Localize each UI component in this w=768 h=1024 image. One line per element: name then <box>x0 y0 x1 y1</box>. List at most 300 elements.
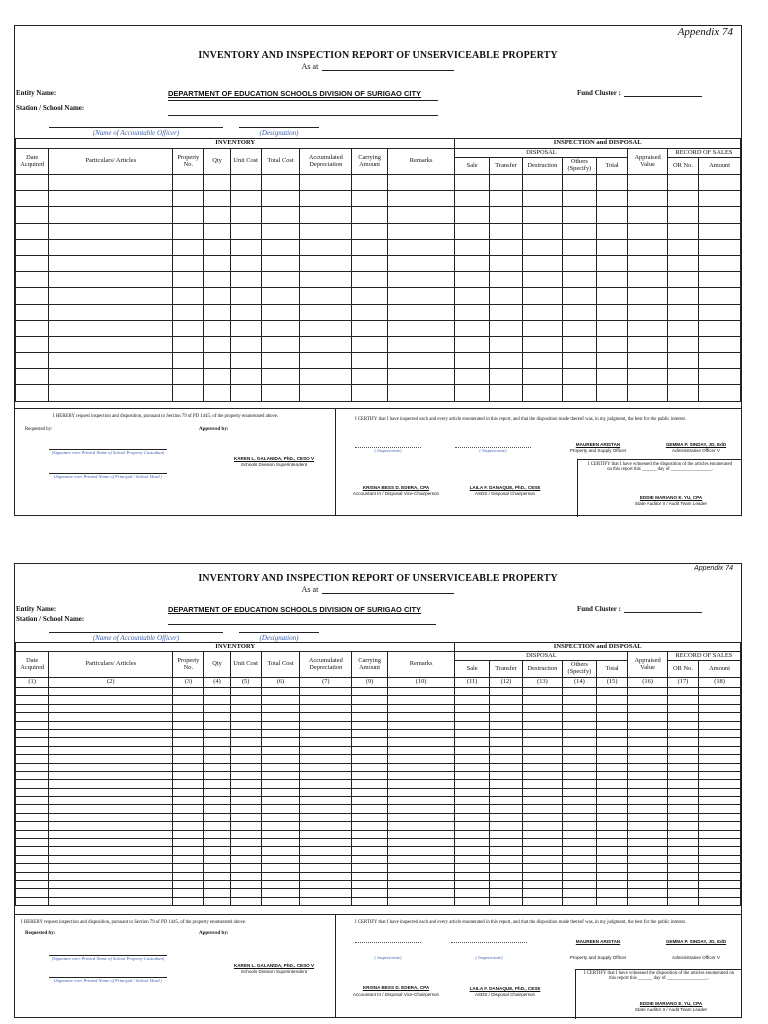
table-cell[interactable] <box>455 847 489 855</box>
table-cell[interactable] <box>523 797 563 805</box>
table-cell[interactable] <box>300 336 352 352</box>
table-cell[interactable] <box>523 239 563 255</box>
table-cell[interactable] <box>49 288 173 304</box>
table-cell[interactable] <box>667 207 698 223</box>
table-cell[interactable] <box>173 864 204 872</box>
table-cell[interactable] <box>173 320 204 336</box>
table-cell[interactable] <box>523 864 563 872</box>
table-cell[interactable] <box>455 272 489 288</box>
table-cell[interactable] <box>387 320 455 336</box>
table-cell[interactable] <box>387 822 455 830</box>
table-cell[interactable] <box>597 872 628 880</box>
table-cell[interactable] <box>173 223 204 239</box>
table-cell[interactable] <box>387 830 455 838</box>
accountable-officer-line[interactable] <box>49 127 223 128</box>
table-cell[interactable] <box>16 688 49 696</box>
table-cell[interactable] <box>489 889 522 897</box>
table-cell[interactable] <box>300 704 352 712</box>
table-cell[interactable] <box>455 191 489 207</box>
table-cell[interactable] <box>261 763 300 771</box>
table-cell[interactable] <box>562 797 596 805</box>
table-cell[interactable] <box>455 738 489 746</box>
table-cell[interactable] <box>300 822 352 830</box>
table-cell[interactable] <box>230 304 261 320</box>
table-cell[interactable] <box>699 797 741 805</box>
table-cell[interactable] <box>597 864 628 872</box>
table-cell[interactable] <box>597 272 628 288</box>
table-cell[interactable] <box>352 839 387 847</box>
table-cell[interactable] <box>489 780 522 788</box>
fund-cluster-line[interactable] <box>624 606 702 613</box>
table-cell[interactable] <box>16 369 49 385</box>
table-cell[interactable] <box>49 855 173 863</box>
table-cell[interactable] <box>261 191 300 207</box>
table-cell[interactable] <box>49 889 173 897</box>
table-cell[interactable] <box>387 304 455 320</box>
table-cell[interactable] <box>597 805 628 813</box>
table-cell[interactable] <box>173 738 204 746</box>
table-cell[interactable] <box>204 729 230 737</box>
table-cell[interactable] <box>387 255 455 271</box>
table-cell[interactable] <box>523 191 563 207</box>
table-cell[interactable] <box>667 729 698 737</box>
table-cell[interactable] <box>628 175 668 191</box>
table-cell[interactable] <box>667 855 698 863</box>
table-cell[interactable] <box>204 336 230 352</box>
table-cell[interactable] <box>628 897 668 905</box>
table-cell[interactable] <box>667 746 698 754</box>
table-cell[interactable] <box>455 830 489 838</box>
table-cell[interactable] <box>387 839 455 847</box>
table-cell[interactable] <box>352 369 387 385</box>
table-cell[interactable] <box>173 830 204 838</box>
table-cell[interactable] <box>300 288 352 304</box>
table-cell[interactable] <box>455 872 489 880</box>
table-cell[interactable] <box>562 813 596 821</box>
table-cell[interactable] <box>387 175 455 191</box>
table-cell[interactable] <box>204 721 230 729</box>
table-cell[interactable] <box>352 207 387 223</box>
table-cell[interactable] <box>300 320 352 336</box>
table-cell[interactable] <box>562 320 596 336</box>
table-cell[interactable] <box>455 239 489 255</box>
table-cell[interactable] <box>16 223 49 239</box>
table-cell[interactable] <box>49 771 173 779</box>
table-cell[interactable] <box>628 889 668 897</box>
table-cell[interactable] <box>455 797 489 805</box>
table-cell[interactable] <box>173 755 204 763</box>
table-cell[interactable] <box>261 175 300 191</box>
table-cell[interactable] <box>455 255 489 271</box>
table-cell[interactable] <box>173 288 204 304</box>
table-cell[interactable] <box>489 897 522 905</box>
table-cell[interactable] <box>300 830 352 838</box>
table-cell[interactable] <box>489 880 522 888</box>
table-cell[interactable] <box>667 830 698 838</box>
table-cell[interactable] <box>261 320 300 336</box>
table-cell[interactable] <box>455 696 489 704</box>
table-cell[interactable] <box>387 847 455 855</box>
table-cell[interactable] <box>352 385 387 401</box>
table-cell[interactable] <box>204 272 230 288</box>
table-cell[interactable] <box>628 239 668 255</box>
table-cell[interactable] <box>204 855 230 863</box>
table-cell[interactable] <box>562 304 596 320</box>
table-cell[interactable] <box>261 353 300 369</box>
table-cell[interactable] <box>628 763 668 771</box>
table-cell[interactable] <box>204 713 230 721</box>
table-cell[interactable] <box>300 729 352 737</box>
table-cell[interactable] <box>628 872 668 880</box>
table-cell[interactable] <box>16 272 49 288</box>
table-cell[interactable] <box>387 721 455 729</box>
table-cell[interactable] <box>173 713 204 721</box>
table-cell[interactable] <box>352 353 387 369</box>
table-cell[interactable] <box>667 704 698 712</box>
table-cell[interactable] <box>489 839 522 847</box>
table-cell[interactable] <box>455 897 489 905</box>
table-cell[interactable] <box>352 704 387 712</box>
table-cell[interactable] <box>300 721 352 729</box>
table-cell[interactable] <box>204 191 230 207</box>
table-cell[interactable] <box>489 385 522 401</box>
table-cell[interactable] <box>489 822 522 830</box>
table-cell[interactable] <box>261 304 300 320</box>
table-cell[interactable] <box>489 369 522 385</box>
table-cell[interactable] <box>562 191 596 207</box>
table-cell[interactable] <box>455 353 489 369</box>
table-cell[interactable] <box>173 872 204 880</box>
table-cell[interactable] <box>387 223 455 239</box>
table-cell[interactable] <box>230 272 261 288</box>
table-cell[interactable] <box>455 822 489 830</box>
table-cell[interactable] <box>300 763 352 771</box>
table-cell[interactable] <box>597 191 628 207</box>
table-cell[interactable] <box>597 713 628 721</box>
table-cell[interactable] <box>699 239 741 255</box>
table-cell[interactable] <box>597 255 628 271</box>
table-cell[interactable] <box>300 713 352 721</box>
table-cell[interactable] <box>628 320 668 336</box>
table-cell[interactable] <box>204 320 230 336</box>
table-cell[interactable] <box>261 755 300 763</box>
table-cell[interactable] <box>49 688 173 696</box>
table-cell[interactable] <box>49 788 173 796</box>
table-cell[interactable] <box>489 788 522 796</box>
table-cell[interactable] <box>523 847 563 855</box>
table-cell[interactable] <box>523 207 563 223</box>
table-cell[interactable] <box>699 320 741 336</box>
table-cell[interactable] <box>667 320 698 336</box>
table-cell[interactable] <box>387 688 455 696</box>
table-cell[interactable] <box>261 847 300 855</box>
table-cell[interactable] <box>699 855 741 863</box>
table-cell[interactable] <box>204 207 230 223</box>
as-at-line[interactable] <box>322 63 454 71</box>
table-cell[interactable] <box>667 763 698 771</box>
table-cell[interactable] <box>204 889 230 897</box>
table-cell[interactable] <box>597 847 628 855</box>
table-cell[interactable] <box>204 771 230 779</box>
table-cell[interactable] <box>204 780 230 788</box>
table-cell[interactable] <box>300 369 352 385</box>
table-cell[interactable] <box>628 746 668 754</box>
table-cell[interactable] <box>261 721 300 729</box>
table-cell[interactable] <box>230 729 261 737</box>
table-cell[interactable] <box>489 847 522 855</box>
inspectorate-line-1[interactable] <box>355 942 421 943</box>
table-cell[interactable] <box>455 855 489 863</box>
table-cell[interactable] <box>562 696 596 704</box>
table-cell[interactable] <box>489 713 522 721</box>
table-cell[interactable] <box>597 755 628 763</box>
table-cell[interactable] <box>667 369 698 385</box>
table-cell[interactable] <box>173 805 204 813</box>
table-cell[interactable] <box>387 805 455 813</box>
table-cell[interactable] <box>173 207 204 223</box>
table-cell[interactable] <box>387 385 455 401</box>
table-cell[interactable] <box>16 721 49 729</box>
table-cell[interactable] <box>699 755 741 763</box>
table-cell[interactable] <box>230 704 261 712</box>
table-cell[interactable] <box>300 855 352 863</box>
table-cell[interactable] <box>204 805 230 813</box>
table-cell[interactable] <box>597 771 628 779</box>
table-cell[interactable] <box>49 721 173 729</box>
table-cell[interactable] <box>455 805 489 813</box>
table-cell[interactable] <box>173 729 204 737</box>
table-cell[interactable] <box>204 746 230 754</box>
table-cell[interactable] <box>204 304 230 320</box>
table-cell[interactable] <box>455 771 489 779</box>
table-cell[interactable] <box>204 864 230 872</box>
table-cell[interactable] <box>352 780 387 788</box>
table-cell[interactable] <box>261 880 300 888</box>
table-cell[interactable] <box>204 847 230 855</box>
table-cell[interactable] <box>49 239 173 255</box>
table-cell[interactable] <box>667 797 698 805</box>
table-cell[interactable] <box>49 780 173 788</box>
table-cell[interactable] <box>455 839 489 847</box>
table-cell[interactable] <box>628 288 668 304</box>
table-cell[interactable] <box>16 763 49 771</box>
table-cell[interactable] <box>628 839 668 847</box>
table-cell[interactable] <box>455 369 489 385</box>
table-cell[interactable] <box>597 369 628 385</box>
table-cell[interactable] <box>597 288 628 304</box>
table-cell[interactable] <box>230 738 261 746</box>
table-cell[interactable] <box>387 780 455 788</box>
table-cell[interactable] <box>562 239 596 255</box>
table-cell[interactable] <box>16 872 49 880</box>
table-cell[interactable] <box>667 805 698 813</box>
table-cell[interactable] <box>204 797 230 805</box>
table-cell[interactable] <box>597 688 628 696</box>
table-cell[interactable] <box>562 763 596 771</box>
table-cell[interactable] <box>387 696 455 704</box>
table-cell[interactable] <box>16 897 49 905</box>
table-cell[interactable] <box>261 223 300 239</box>
table-cell[interactable] <box>352 721 387 729</box>
table-cell[interactable] <box>455 175 489 191</box>
table-cell[interactable] <box>562 729 596 737</box>
station-line[interactable] <box>168 115 438 116</box>
table-cell[interactable] <box>455 385 489 401</box>
table-cell[interactable] <box>300 897 352 905</box>
table-cell[interactable] <box>699 822 741 830</box>
table-cell[interactable] <box>489 223 522 239</box>
table-cell[interactable] <box>230 897 261 905</box>
table-cell[interactable] <box>230 889 261 897</box>
table-cell[interactable] <box>699 738 741 746</box>
table-cell[interactable] <box>204 369 230 385</box>
table-cell[interactable] <box>387 755 455 763</box>
table-cell[interactable] <box>173 385 204 401</box>
table-cell[interactable] <box>261 839 300 847</box>
table-cell[interactable] <box>16 771 49 779</box>
table-cell[interactable] <box>300 746 352 754</box>
table-cell[interactable] <box>261 830 300 838</box>
table-cell[interactable] <box>16 822 49 830</box>
table-cell[interactable] <box>49 191 173 207</box>
table-cell[interactable] <box>699 353 741 369</box>
table-cell[interactable] <box>261 207 300 223</box>
inspectorate-line-2[interactable] <box>451 942 527 943</box>
table-cell[interactable] <box>562 385 596 401</box>
table-cell[interactable] <box>173 304 204 320</box>
table-cell[interactable] <box>16 713 49 721</box>
table-cell[interactable] <box>699 889 741 897</box>
table-cell[interactable] <box>597 336 628 352</box>
table-cell[interactable] <box>562 207 596 223</box>
table-cell[interactable] <box>230 830 261 838</box>
table-cell[interactable] <box>628 688 668 696</box>
table-cell[interactable] <box>489 830 522 838</box>
table-cell[interactable] <box>300 880 352 888</box>
table-cell[interactable] <box>562 788 596 796</box>
table-cell[interactable] <box>204 688 230 696</box>
table-cell[interactable] <box>261 797 300 805</box>
table-cell[interactable] <box>667 721 698 729</box>
table-cell[interactable] <box>49 175 173 191</box>
table-cell[interactable] <box>699 688 741 696</box>
as-at-line[interactable] <box>322 586 454 594</box>
table-cell[interactable] <box>667 223 698 239</box>
table-cell[interactable] <box>173 813 204 821</box>
table-cell[interactable] <box>387 797 455 805</box>
table-cell[interactable] <box>667 771 698 779</box>
table-cell[interactable] <box>16 175 49 191</box>
table-cell[interactable] <box>173 889 204 897</box>
table-cell[interactable] <box>49 223 173 239</box>
table-cell[interactable] <box>49 830 173 838</box>
table-cell[interactable] <box>455 704 489 712</box>
table-cell[interactable] <box>230 755 261 763</box>
table-cell[interactable] <box>699 336 741 352</box>
table-cell[interactable] <box>699 704 741 712</box>
table-cell[interactable] <box>523 805 563 813</box>
table-cell[interactable] <box>489 771 522 779</box>
table-cell[interactable] <box>523 304 563 320</box>
table-cell[interactable] <box>230 336 261 352</box>
table-cell[interactable] <box>387 704 455 712</box>
table-cell[interactable] <box>204 813 230 821</box>
table-cell[interactable] <box>49 864 173 872</box>
table-cell[interactable] <box>261 713 300 721</box>
table-cell[interactable] <box>204 239 230 255</box>
table-cell[interactable] <box>523 855 563 863</box>
table-cell[interactable] <box>628 797 668 805</box>
table-cell[interactable] <box>261 872 300 880</box>
table-cell[interactable] <box>628 855 668 863</box>
table-cell[interactable] <box>49 880 173 888</box>
table-cell[interactable] <box>49 704 173 712</box>
table-cell[interactable] <box>230 847 261 855</box>
table-cell[interactable] <box>49 696 173 704</box>
table-cell[interactable] <box>204 897 230 905</box>
table-cell[interactable] <box>489 864 522 872</box>
table-cell[interactable] <box>16 738 49 746</box>
table-cell[interactable] <box>455 763 489 771</box>
table-cell[interactable] <box>699 805 741 813</box>
table-cell[interactable] <box>562 897 596 905</box>
table-cell[interactable] <box>16 288 49 304</box>
table-cell[interactable] <box>173 746 204 754</box>
table-cell[interactable] <box>562 872 596 880</box>
table-cell[interactable] <box>597 780 628 788</box>
table-cell[interactable] <box>699 897 741 905</box>
table-cell[interactable] <box>173 721 204 729</box>
table-cell[interactable] <box>667 696 698 704</box>
table-cell[interactable] <box>49 797 173 805</box>
table-cell[interactable] <box>455 755 489 763</box>
table-cell[interactable] <box>667 255 698 271</box>
table-cell[interactable] <box>667 304 698 320</box>
table-cell[interactable] <box>16 304 49 320</box>
table-cell[interactable] <box>16 320 49 336</box>
table-cell[interactable] <box>352 738 387 746</box>
table-cell[interactable] <box>230 713 261 721</box>
table-cell[interactable] <box>387 889 455 897</box>
table-cell[interactable] <box>489 320 522 336</box>
table-cell[interactable] <box>489 272 522 288</box>
table-cell[interactable] <box>562 704 596 712</box>
table-cell[interactable] <box>352 223 387 239</box>
table-cell[interactable] <box>667 713 698 721</box>
table-cell[interactable] <box>562 839 596 847</box>
table-cell[interactable] <box>562 746 596 754</box>
table-cell[interactable] <box>597 738 628 746</box>
table-cell[interactable] <box>523 696 563 704</box>
table-cell[interactable] <box>352 897 387 905</box>
table-cell[interactable] <box>628 780 668 788</box>
table-cell[interactable] <box>628 771 668 779</box>
table-cell[interactable] <box>352 288 387 304</box>
table-cell[interactable] <box>628 191 668 207</box>
table-cell[interactable] <box>523 713 563 721</box>
table-cell[interactable] <box>16 353 49 369</box>
table-cell[interactable] <box>261 704 300 712</box>
table-cell[interactable] <box>597 207 628 223</box>
table-cell[interactable] <box>597 889 628 897</box>
table-cell[interactable] <box>173 839 204 847</box>
table-cell[interactable] <box>489 207 522 223</box>
table-cell[interactable] <box>261 813 300 821</box>
table-cell[interactable] <box>16 813 49 821</box>
table-cell[interactable] <box>387 353 455 369</box>
table-cell[interactable] <box>49 320 173 336</box>
table-cell[interactable] <box>16 704 49 712</box>
